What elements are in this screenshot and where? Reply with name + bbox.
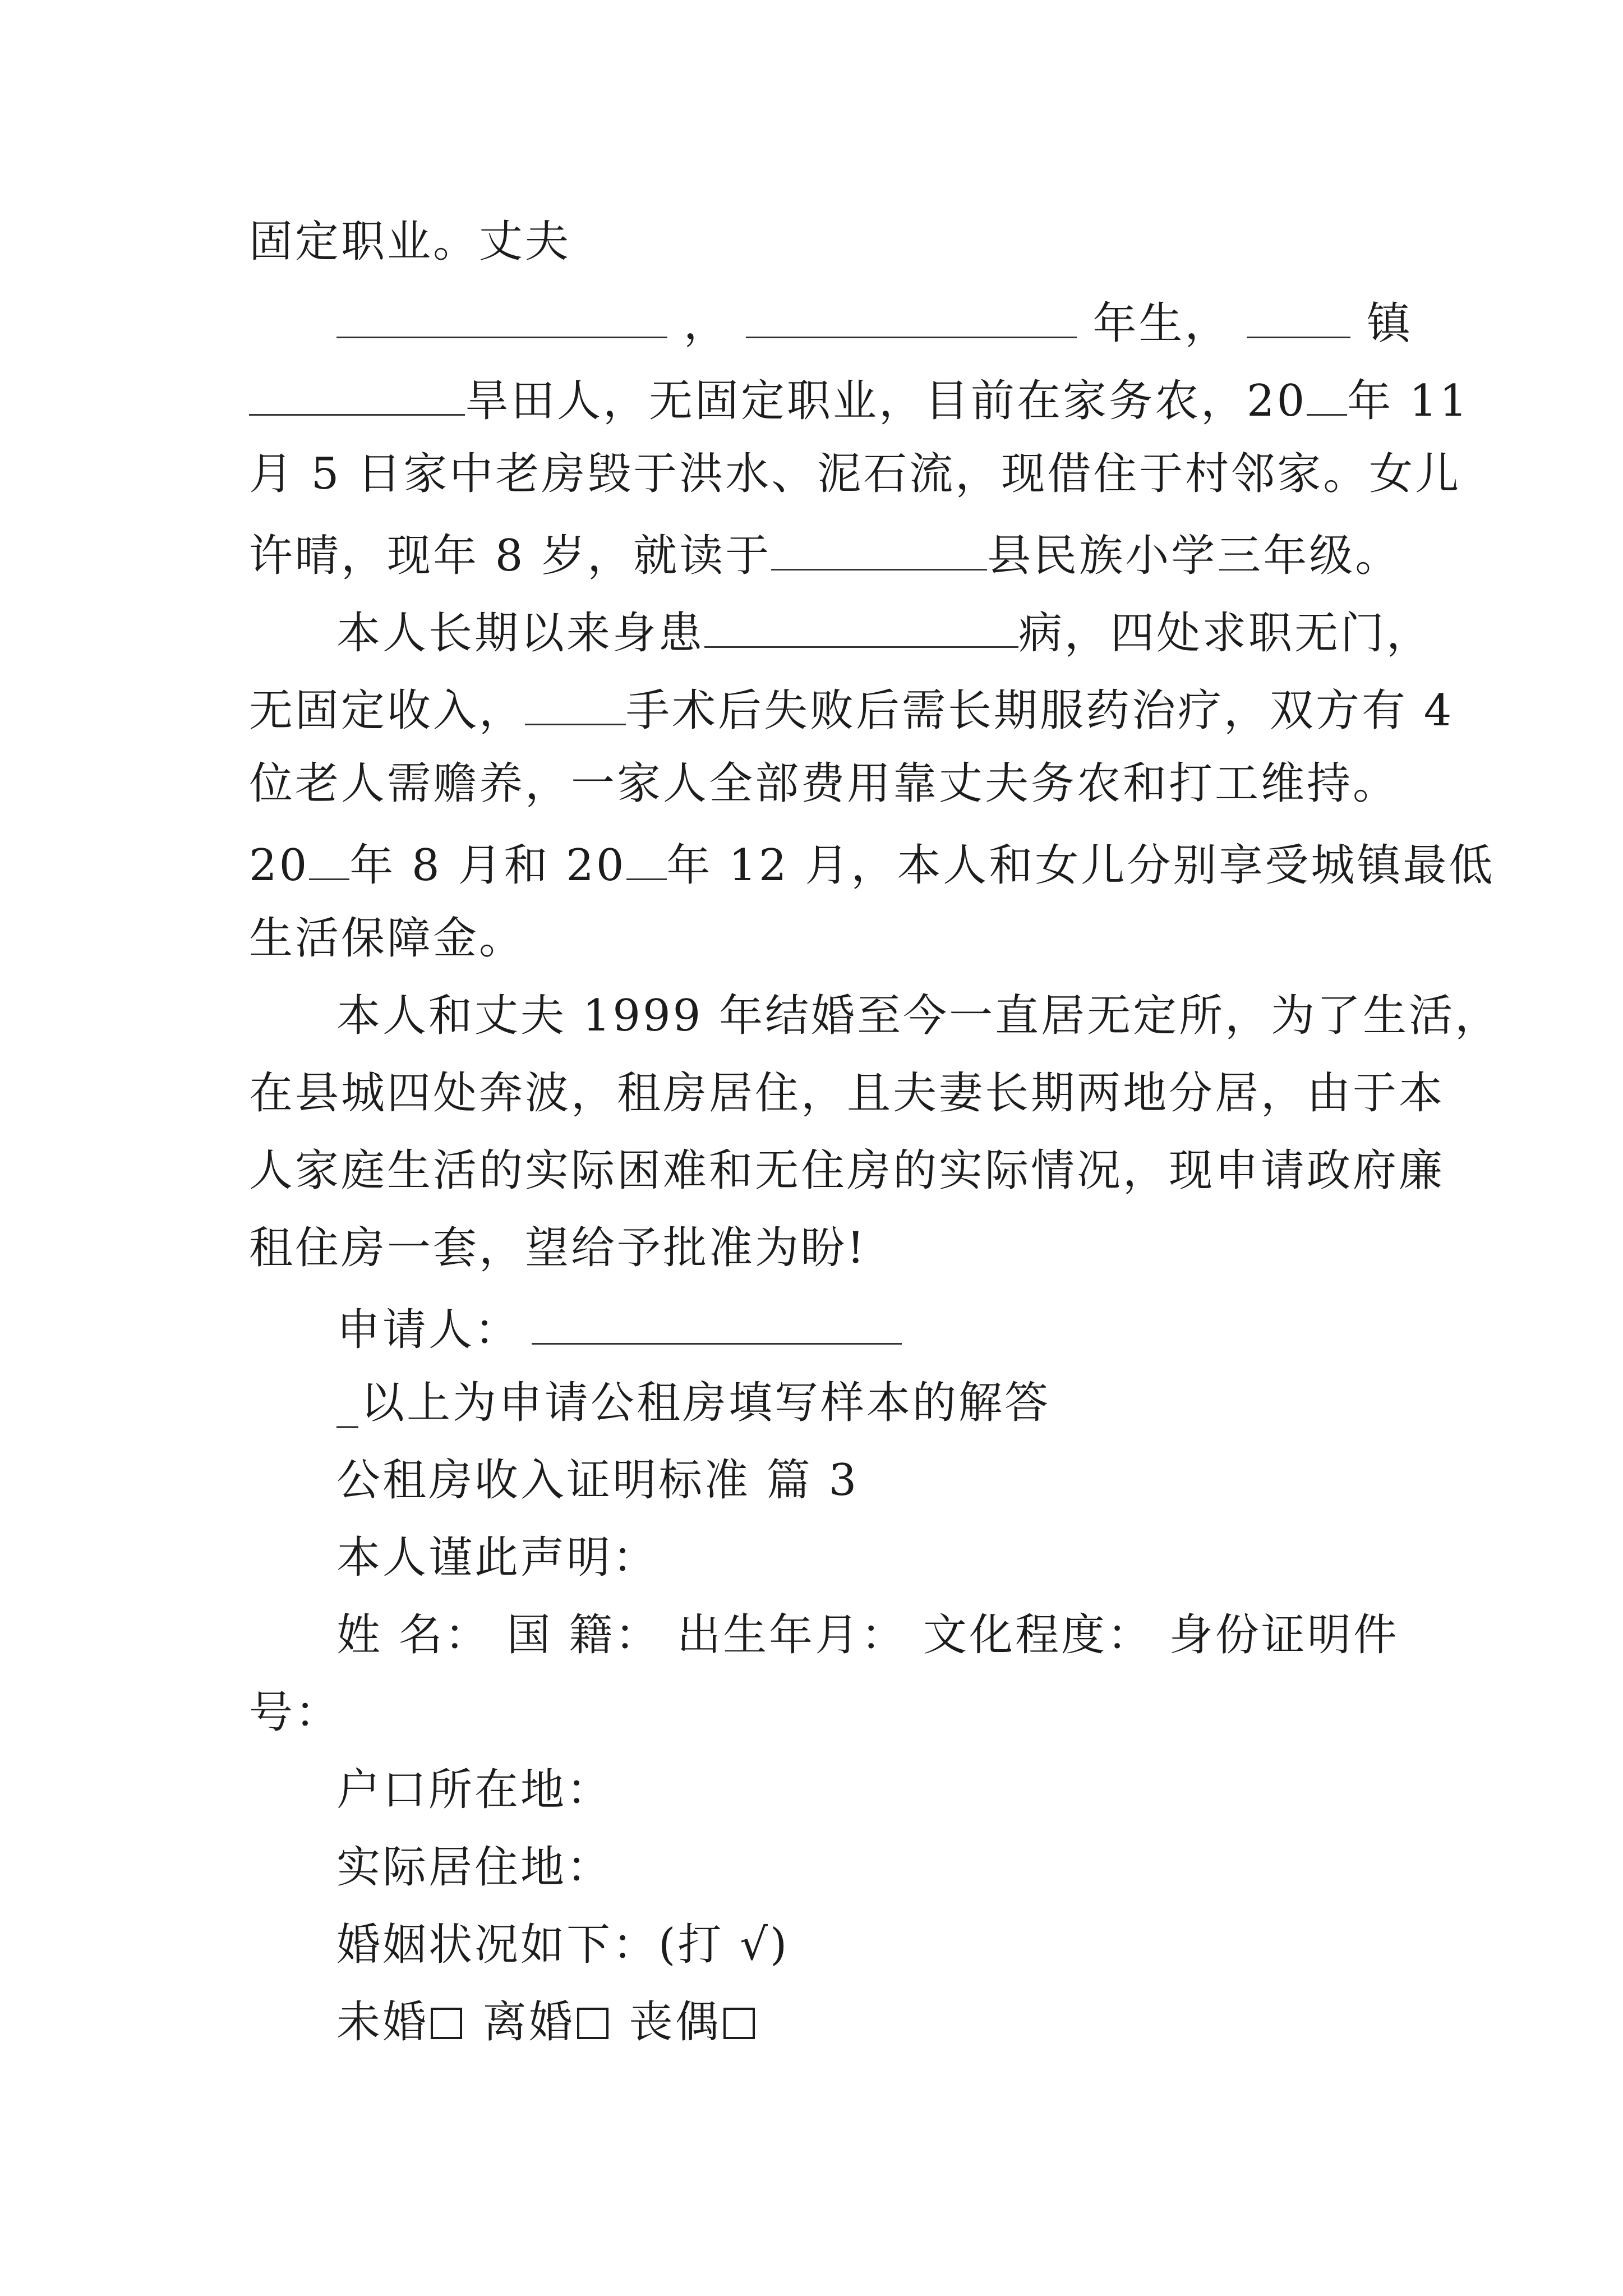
text-run: 年 8 月和 20	[349, 840, 626, 891]
fill-blank	[249, 375, 465, 416]
text-line	[249, 1687, 342, 1738]
text-line	[249, 1223, 867, 1273]
text-line	[249, 449, 1461, 499]
text-run: 人家庭生活的实际困难和无住房的实际情况，现申请政府廉	[249, 1145, 1445, 1196]
text-run: 本人长期以来身患	[336, 608, 705, 659]
text-run: 年 12 月，本人和女儿分别享受城镇最低	[666, 840, 1495, 891]
text-run: 县民族小学三年级。	[987, 531, 1401, 581]
text-run: 手术后失败后需长期服药治疗，双方有 4	[626, 685, 1454, 736]
fill-blank	[309, 839, 349, 880]
text-run: 本人谨此声明：	[336, 1533, 659, 1583]
text-line	[249, 913, 525, 964]
fill-blank	[626, 839, 667, 880]
fill-blank	[525, 684, 626, 725]
text-run: 位老人需赡养，一家人全部费用靠丈夫务农和打工维持。	[249, 758, 1399, 809]
text-run: ，	[683, 298, 730, 349]
text-run: 在县城四处奔波，租房居住，且夫妻长期两地分居，由于本	[249, 1068, 1445, 1119]
option-label-widowed: 丧偶	[629, 1997, 721, 2047]
text-run: 户口所在地：	[336, 1765, 613, 1815]
text-line	[336, 1304, 902, 1355]
applicant-label: 申请人：	[336, 1305, 521, 1355]
text-run: 旱田人，无固定职业，目前在家务农，20	[465, 376, 1307, 426]
text-line	[249, 375, 1470, 426]
text-line	[336, 1842, 613, 1893]
text-run: 镇	[1367, 298, 1413, 349]
option-label-unmarried: 未婚	[336, 1997, 429, 2047]
text-line	[336, 607, 1433, 659]
fill-blank	[704, 607, 1018, 648]
text-run: 年生，	[1092, 298, 1231, 349]
applicant-signature-blank	[532, 1304, 902, 1345]
text-line	[249, 839, 1495, 891]
text-run: 本人和丈夫 1999 年结婚至今一直居无定所，为了生活，	[336, 991, 1501, 1041]
text-run: 病，四处求职无门，	[1018, 608, 1433, 659]
text-run: 无固定收入，	[249, 685, 525, 736]
text-line	[336, 991, 1501, 1041]
fill-blank	[746, 297, 1077, 338]
fill-blank	[1307, 375, 1347, 416]
text-line	[336, 1533, 659, 1583]
checkbox-unmarried[interactable]	[431, 2008, 462, 2039]
text-line	[249, 217, 571, 267]
fill-blank	[1247, 297, 1350, 338]
text-run: 生活保障金。	[249, 913, 525, 964]
text-run: 租住房一套，望给予批准为盼!	[249, 1223, 867, 1273]
text-line	[249, 758, 1399, 809]
text-run: 婚姻状况如下：(打 √)	[336, 1920, 790, 1970]
text-run: 月 5 日家中老房毁于洪水、泥石流，现借住于村邻家。女儿	[249, 449, 1461, 499]
text-run: 公租房收入证明标准 篇 3	[336, 1455, 859, 1506]
option-label-divorced: 离婚	[482, 1997, 575, 2047]
text-line	[336, 297, 1413, 349]
marital-status-options	[336, 1997, 759, 2047]
text-run: 年 11	[1347, 376, 1470, 426]
fill-blank	[336, 297, 667, 338]
text-run: 20	[249, 840, 310, 891]
section-heading	[336, 1455, 859, 1506]
text-line	[336, 1765, 613, 1815]
text-run: 许晴，现年 8 岁，就读于	[249, 531, 772, 581]
text-line	[249, 1145, 1445, 1196]
text-run: 姓 名： 国 籍： 出生年月： 文化程度： 身份证明件	[336, 1610, 1399, 1660]
text-line	[336, 1610, 1399, 1660]
checkbox-divorced[interactable]	[577, 2008, 608, 2039]
text-line	[336, 1920, 790, 1970]
text-run: 实际居住地：	[336, 1842, 613, 1893]
text-run: 固定职业。丈夫	[249, 217, 571, 267]
checkbox-widowed[interactable]	[723, 2008, 755, 2039]
text-line	[336, 1378, 1051, 1428]
text-line	[249, 530, 1401, 581]
text-run: _以上为申请公租房填写样本的解答	[336, 1378, 1051, 1428]
text-line	[249, 1068, 1445, 1119]
fill-blank	[771, 530, 987, 570]
text-line	[249, 684, 1454, 736]
text-run: 号：	[249, 1687, 342, 1738]
